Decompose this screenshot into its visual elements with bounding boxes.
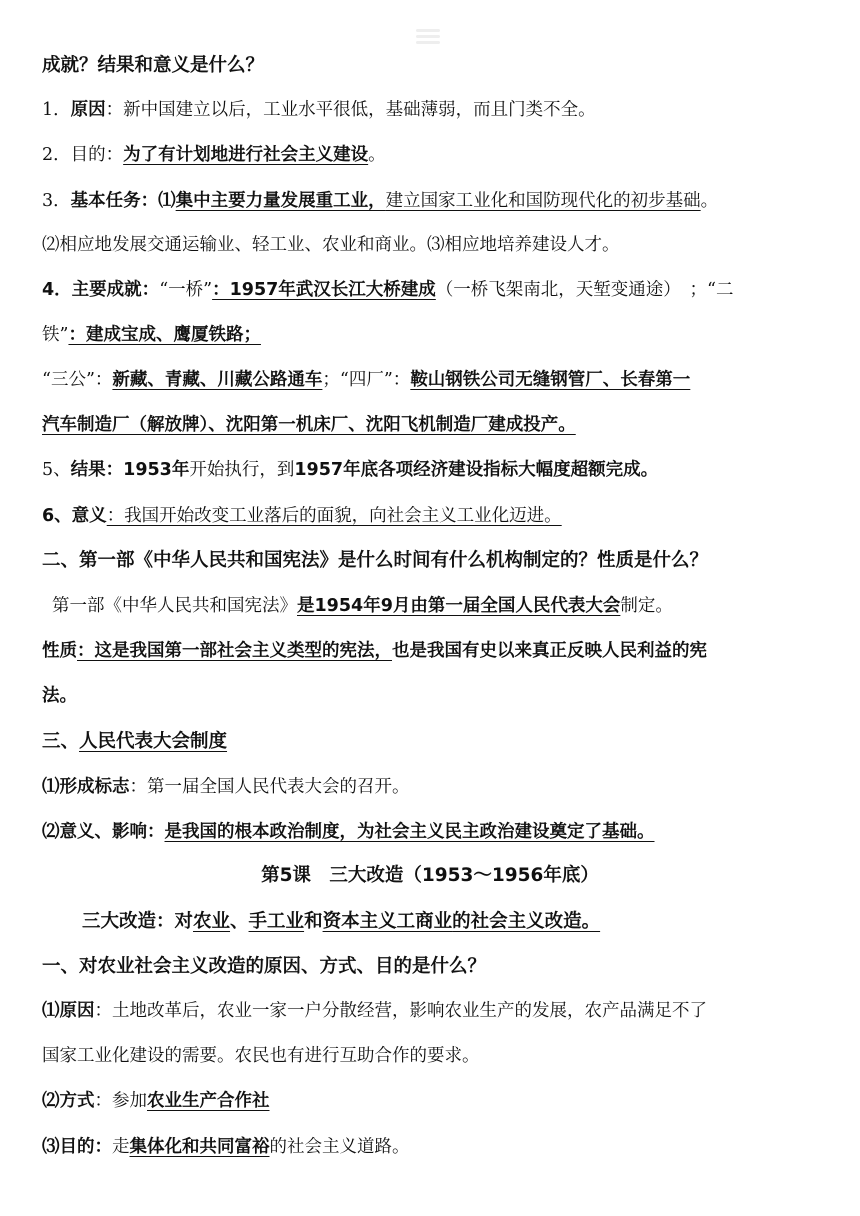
heading-text: 人民代表大会制度 <box>79 731 228 752</box>
line-npc-sign <box>42 773 824 801</box>
item-key-text: ：这是我国第一部社会主义类型的宪法， <box>77 641 392 661</box>
line-agri-reason <box>42 997 824 1025</box>
line-achievements <box>42 276 824 304</box>
item-label: 原因 <box>70 100 106 120</box>
item-key-text: 是1954年9月由第一届全国人民代表大会 <box>297 596 621 616</box>
item-text: 和 <box>304 911 323 932</box>
line-significance <box>42 502 824 530</box>
item-key-text: 集体化和共同富裕 <box>129 1137 270 1157</box>
line-achievements-railways <box>42 321 824 349</box>
line-agri-goal <box>42 1133 824 1161</box>
item-key-text: 集中主要力量发展重工业， <box>175 191 386 211</box>
item-label: ⑴形成标志 <box>42 777 130 797</box>
item-key-text: 为了有计划地进行社会主义建设 <box>123 145 369 165</box>
item-label: 2．目的： <box>42 145 124 165</box>
item-label: ⑴原因 <box>42 1001 95 1021</box>
item-text: ：土地改革后，农业一家一户分散经营，影响农业生产的发展，农产品满足不了 <box>94 1001 707 1021</box>
item-label: ⑵意义、影响： <box>42 822 165 842</box>
item-text: 制定。 <box>620 596 673 616</box>
item-text: 第一部《中华人民共和国宪法》 <box>52 596 297 616</box>
item-key-text: 鞍山钢铁公司无缝钢管厂、长春第一 <box>410 370 691 390</box>
item-number: 5、 <box>42 460 71 480</box>
item-key-text: 建立国家工业化和国防现代化的初步基础 <box>385 191 701 211</box>
item-key-text: 农业生产合作社 <box>147 1091 270 1111</box>
line-agri-reason-cont <box>42 1042 824 1070</box>
section-heading-continued <box>42 52 824 80</box>
item-label: 基本任务：⑴ <box>70 191 176 211</box>
heading-number: 三、 <box>42 731 80 752</box>
heading-text: 一、对农业社会主义改造的原因、方式、目的是什么？ <box>42 956 487 977</box>
line-achievements-factories <box>42 411 824 439</box>
item-text: 铁” <box>42 325 69 345</box>
heading-text: 二、第一部《中华人民共和国宪法》是什么时间有什么机构制定的？性质是什么？ <box>42 550 709 571</box>
line-three-transformations <box>82 908 824 936</box>
watermark-icon <box>416 26 440 48</box>
section-heading-agriculture <box>42 953 824 981</box>
item-text: ⑵相应地发展交通运输业、轻工业、农业和商业。⑶相应地培养建设人才。 <box>42 235 620 255</box>
line-agri-method <box>42 1087 824 1115</box>
item-text: 也是我国有史以来真正反映人民利益的宪 <box>392 641 707 661</box>
item-text: 三大改造：对 <box>82 911 194 932</box>
item-key-text: 农业 <box>193 911 231 932</box>
item-key-text: 新藏、青藏、川藏公路通车 <box>112 370 323 390</box>
item-text: 的社会主义改造。 <box>452 911 601 932</box>
section-heading-npc <box>42 728 824 756</box>
lesson-title <box>0 862 860 890</box>
line-basic-task-cont <box>42 231 824 259</box>
item-text: 法。 <box>42 686 77 706</box>
line-npc-meaning <box>42 818 824 846</box>
item-text: “一桥” <box>159 280 213 300</box>
item-key-text: 汽车制造厂（解放牌）、沈阳第一机床厂、沈阳飞机制造厂建成投产。 <box>42 415 576 435</box>
line-achievements-roads <box>42 366 824 394</box>
item-key-text: ：我国开始改变工业落后的面貌，向社会主义工业化迈进。 <box>106 506 562 526</box>
line-constitution-nature-cont <box>42 682 824 710</box>
item-text: 走 <box>112 1137 130 1157</box>
line-result <box>42 456 824 484</box>
item-label: 4．主要成就： <box>42 280 160 300</box>
item-key-text: 是我国的根本政治制度，为社会主义民主政治建设奠定了基础。 <box>164 822 655 842</box>
item-key-text: ：1957年武汉长江大桥建成 <box>212 280 436 300</box>
lesson-title-text: 第5课 三大改造（1953～1956年底） <box>261 865 599 886</box>
item-text: “三公”： <box>42 370 113 390</box>
item-text: 。 <box>368 145 386 165</box>
heading-text: 成就？结果和意义是什么？ <box>42 55 265 76</box>
item-label: 性质 <box>42 641 77 661</box>
line-constitution <box>52 592 824 620</box>
item-number: 1． <box>42 100 71 120</box>
item-number: 3． <box>42 191 71 211</box>
item-label: ⑶目的： <box>42 1137 112 1157</box>
item-key-text: 资本主义工商业 <box>322 911 453 932</box>
item-text: ；“四厂”： <box>322 370 411 390</box>
section-heading-constitution <box>42 547 824 575</box>
item-text: 开始执行，到 <box>189 460 295 480</box>
item-text: 。 <box>700 191 719 211</box>
item-text: ：新中国建立以后，工业水平很低，基础薄弱，而且门类不全。 <box>105 100 596 120</box>
item-label: 6、意义 <box>42 506 107 526</box>
line-constitution-nature <box>42 637 824 665</box>
item-text: （一桥飞架南北，天堑变通途） ；“二 <box>435 280 734 300</box>
item-text: 国家工业化建设的需要。农民也有进行互助合作的要求。 <box>42 1046 480 1066</box>
item-label: 结果：1953年 <box>70 460 190 480</box>
item-text: ：参加 <box>94 1091 147 1111</box>
item-key-text: ：建成宝成、鹰厦铁路； <box>68 325 261 345</box>
item-text: 、 <box>230 911 249 932</box>
item-text: ：第一届全国人民代表大会的召开。 <box>129 777 410 797</box>
line-basic-task <box>42 187 824 215</box>
item-label: ⑵方式 <box>42 1091 95 1111</box>
item-key-text: 手工业 <box>248 911 305 932</box>
item-text: 的社会主义道路。 <box>269 1137 410 1157</box>
line-reason <box>42 96 824 124</box>
line-purpose <box>42 141 824 169</box>
item-key-text: 1957年底各项经济建设指标大幅度超额完成。 <box>294 460 659 480</box>
